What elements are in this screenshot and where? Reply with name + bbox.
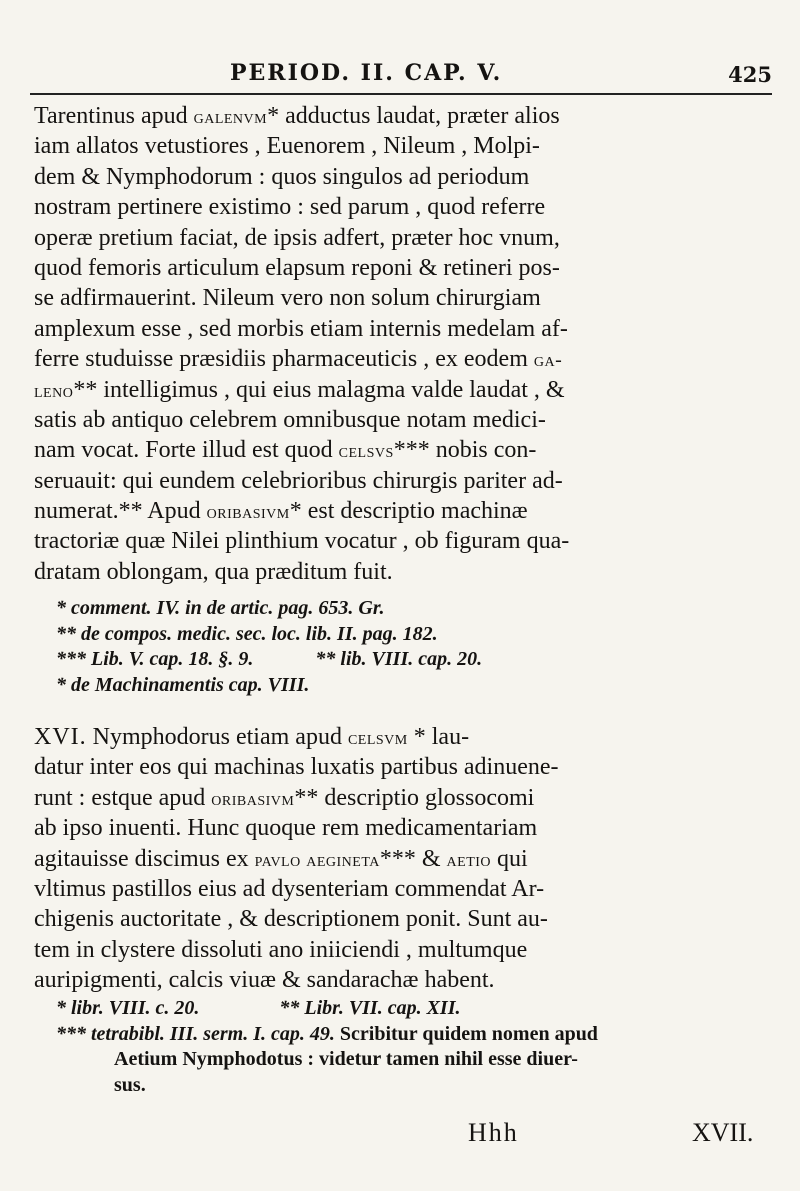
text-run: * adductus laudat, præter alios	[267, 103, 560, 129]
text-run: tem in clystere dissoluti ano iniiciendi , multumque	[34, 936, 528, 963]
author-name: galenvm	[193, 106, 268, 128]
text-line	[34, 496, 770, 526]
text-run: seruauit: qui eundem celebrioribus chirurgis pariter ad-	[34, 467, 563, 494]
text-line	[34, 526, 770, 556]
footnote-6b: Scribitur quidem nomen apud	[334, 1022, 598, 1045]
text-run: auripigmenti, calcis viuæ & sandarachæ habent.	[34, 967, 495, 994]
text-run: datur inter eos qui machinas luxatis partibus adinuene-	[34, 754, 559, 781]
footnote-1: * comment. IV. in de artic. pag. 653. Gr.	[56, 597, 385, 619]
text-run: runt : estque apud	[34, 784, 212, 811]
text-run: tractoriæ quæ Nilei plinthium vocatur , ob figuram qua-	[34, 528, 570, 555]
section-number: XVI.	[34, 724, 87, 750]
text-run: chigenis auctoritate , & descriptionem ponit. Sunt au-	[34, 906, 548, 933]
paragraph-1	[34, 101, 770, 587]
text-line	[34, 314, 770, 344]
signature-mark: Hhh	[468, 1118, 519, 1147]
author-name: aetio	[446, 848, 492, 871]
text-line	[34, 874, 770, 904]
author-name: oribasivm	[211, 787, 295, 810]
text-line	[34, 405, 770, 435]
text-run: vltimus pastillos eius ad dysenteriam commendat Ar-	[34, 875, 545, 902]
text-line	[34, 435, 770, 465]
text-line	[34, 344, 770, 374]
text-run: ab ipso inuenti. Hunc quoque rem medicamentariam	[34, 815, 538, 842]
text-line	[34, 813, 770, 843]
text-line	[34, 283, 770, 313]
author-name: celsvs	[338, 440, 394, 463]
text-run: nam vocat. Forte illud est quod	[34, 437, 339, 464]
text-run: * lau-	[407, 724, 470, 750]
author-name: pavlo aegineta	[254, 848, 380, 871]
footnote-3b: ** lib. VIII. cap. 20.	[315, 648, 483, 670]
footnote-6	[34, 1022, 770, 1048]
text-run: qui	[491, 845, 528, 872]
footnote-2: ** de compos. medic. sec. loc. lib. II. pag. 182.	[56, 622, 438, 645]
author-name: leno	[34, 379, 74, 402]
text-line	[34, 192, 770, 222]
text-run: *** &	[379, 845, 447, 872]
header-rule	[30, 93, 772, 95]
footnote-6-line2: Aetium Nymphodotus : videtur tamen nihil esse diuer-	[114, 1048, 578, 1070]
text-line	[34, 557, 770, 587]
text-run: iam allatos vetustiores , Euenorem , Nileum , Molpi-	[34, 133, 540, 160]
author-name: oribasivm	[206, 501, 290, 524]
text-run: ** intelligimus , qui eius malagma valde laudat , &	[73, 376, 565, 403]
footnote-3a: *** Lib. V. cap. 18. §. 9.	[56, 648, 254, 670]
footnote-5	[34, 996, 770, 1022]
footnote-5a: * libr. VIII. c. 20.	[56, 997, 200, 1019]
footnotes-1	[34, 596, 770, 698]
text-line	[34, 783, 770, 813]
footnote-3	[34, 647, 770, 673]
text-run: * est descriptio machinæ	[289, 498, 528, 525]
footnote-6-line3: sus.	[114, 1073, 146, 1096]
text-line	[34, 844, 770, 874]
running-head: PERIOD. II. CAP. V.	[230, 60, 503, 86]
text-line	[34, 375, 770, 405]
text-line	[34, 101, 770, 131]
catchword: XVII.	[692, 1118, 754, 1147]
text-run: amplexum esse , sed morbis etiam internis medelam af-	[34, 315, 568, 342]
footnote-6a: *** tetrabibl. III. serm. I. cap. 49.	[56, 1022, 335, 1045]
text-run: dratam oblongam, qua præditum fuit.	[34, 558, 393, 585]
page-number: 425	[728, 62, 772, 87]
paragraph-2	[34, 722, 770, 996]
text-run: Nymphodorus etiam apud	[86, 724, 348, 750]
footnotes-2	[34, 996, 770, 1098]
text-run: dem & Nymphodorum : quos singulos ad periodum	[34, 163, 530, 190]
text-run: agitauisse discimus ex	[34, 845, 255, 872]
text-run: nostram pertinere existimo : sed parum , quod referre	[34, 194, 546, 221]
text-line	[34, 752, 770, 782]
text-run: ** descriptio glossocomi	[294, 784, 535, 811]
text-run: operæ pretium faciat, de ipsis adfert, præter hoc vnum,	[34, 224, 560, 251]
text-run: se adfirmauerint. Nileum vero non solum chirurgiam	[34, 285, 541, 312]
author-name: ga-	[533, 349, 563, 372]
text-line	[34, 162, 770, 192]
footnote-5b: ** Libr. VII. cap. XII.	[279, 997, 461, 1019]
text-line	[34, 466, 770, 496]
text-line	[34, 935, 770, 965]
text-run: *** nobis con-	[393, 437, 537, 464]
text-line	[34, 965, 770, 995]
footnote-4: * de Machinamentis cap. VIII.	[56, 673, 310, 696]
text-run: ferre studuisse præsidiis pharmaceuticis , ex eodem	[34, 346, 534, 373]
text-line	[34, 253, 770, 283]
text-run: numerat.** Apud	[34, 498, 207, 525]
text-run: satis ab antiquo celebrem omnibusque notam medici-	[34, 406, 546, 433]
page-header	[30, 58, 772, 98]
text-line	[34, 131, 770, 161]
author-name: celsvm	[347, 727, 408, 749]
text-line	[34, 904, 770, 934]
text-run: quod femoris articulum elapsum reponi & retineri pos-	[34, 254, 560, 281]
text-run: Tarentinus apud	[34, 103, 194, 129]
text-line	[34, 223, 770, 253]
text-line	[34, 722, 770, 752]
